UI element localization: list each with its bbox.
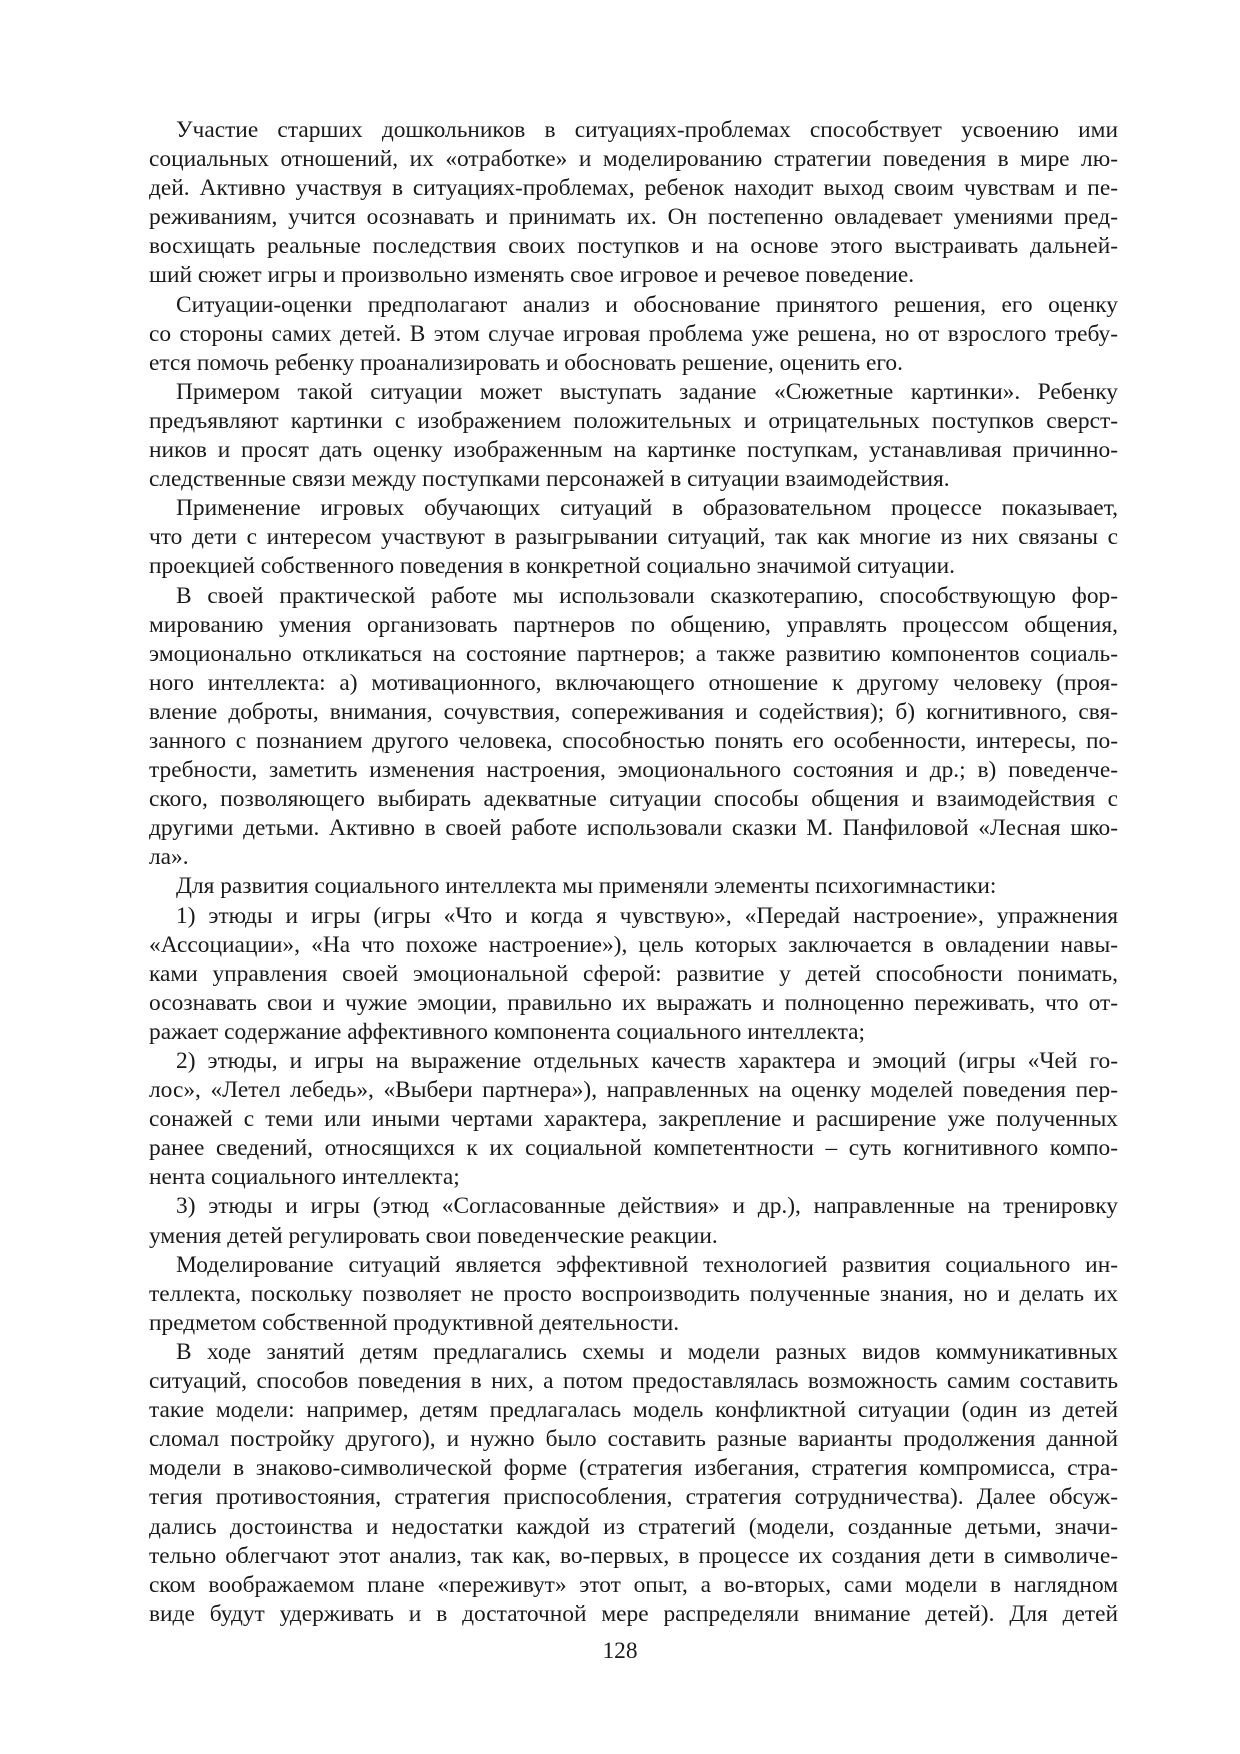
text-line: ников и просят дать оценку изображенным на картинке поступкам, устанавливая причинно- <box>149 437 1118 464</box>
text-line: Применение игровых обучающих ситуаций в образовательном процессе показывает, <box>176 495 1118 522</box>
text-line: Примером такой ситуации может выступать задание «Сюжетные картинки». Ребенку <box>176 378 1118 405</box>
text-line: ется помочь ребенку проанализировать и обосновать решение, оценить его. <box>149 349 903 376</box>
text-line: другими детьми. Активно в своей работе использовали сказки М. Панфиловой «Лесная шко- <box>149 815 1118 842</box>
text-line: ший сюжет игры и произвольно изменять свое игровое и речевое поведение. <box>149 262 915 289</box>
text-line: восхищать реальные последствия своих поступков и на основе этого выстраивать дальней- <box>149 233 1118 260</box>
text-line: В своей практической работе мы использовали сказкотерапию, способствующую фор- <box>176 582 1118 609</box>
text-line: лос», «Летел лебедь», «Выбери партнера»), направленных на оценку моделей поведения пер- <box>149 1077 1118 1104</box>
text-line: модели в знаково-символической форме (стратегия избегания, стратегия компромисса, стра- <box>149 1455 1118 1482</box>
text-line: требности, заметить изменения настроения, эмоционального состояния и др.; в) поведенче- <box>149 757 1118 784</box>
text-line: дались достоинства и недостатки каждой из стратегий (модели, созданные детьми, значи- <box>149 1513 1118 1540</box>
text-line: проекцией собственного поведения в конкретной социально значимой ситуации. <box>149 553 955 580</box>
text-line: реживаниям, учится осознавать и принимать их. Он постепенно овладевает умениями пред- <box>149 204 1118 231</box>
text-line: занного с познанием другого человека, способностью понять его особенности, интересы, по- <box>149 727 1118 754</box>
text-line: Моделирование ситуаций является эффективной технологией развития социального ин- <box>176 1251 1118 1278</box>
text-line: 1) этюды и игры (игры «Что и когда я чувствую», «Передай настроение», упражнения <box>176 902 1118 929</box>
text-line: ранее сведений, относящихся к их социальной компетентности – суть когнитивного компо- <box>149 1135 1118 1162</box>
text-line: ками управления своей эмоциональной сферой: развитие у детей способности понимать, <box>149 960 1118 987</box>
text-line: «Ассоциации», «На что похоже настроение»), цель которых заключается в овладении навы- <box>149 931 1118 958</box>
text-line: такие модели: например, детям предлагалась модель конфликтной ситуации (один из детей <box>149 1397 1118 1424</box>
text-line: мированию умения организовать партнеров по общению, управлять процессом общения, <box>149 611 1118 638</box>
text-line: Для развития социального интеллекта мы применяли элементы психогимнастики: <box>176 873 997 900</box>
body-text <box>149 116 1118 1629</box>
text-line: 2) этюды, и игры на выражение отдельных качеств характера и эмоций (игры «Чей го- <box>176 1048 1118 1074</box>
text-line: следственные связи между поступками персонажей в ситуации взаимодействия. <box>149 466 950 493</box>
text-line: 3) этюды и игры (этюд «Согласованные действия» и др.), направленные на тренировку <box>176 1193 1118 1220</box>
text-line: тельно облегчают этот анализ, так как, во-первых, в процессе их создания дети в символиче- <box>149 1542 1118 1569</box>
text-line: ного интеллекта: а) мотивационного, включающего отношение к другому человеку (проя- <box>149 669 1118 696</box>
text-line: ла». <box>149 844 189 871</box>
text-line: ситуаций, способов поведения в них, а потом предоставлялась возможность самим составить <box>149 1368 1118 1395</box>
text-line: нента социального интеллекта; <box>149 1164 460 1191</box>
text-line: предметом собственной продуктивной деятельности. <box>149 1309 680 1336</box>
text-line: умения детей регулировать свои поведенческие реакции. <box>149 1222 718 1249</box>
text-line: Ситуации-оценки предполагают анализ и обоснование принятого решения, его оценку <box>176 291 1118 318</box>
text-line: предъявляют картинки с изображением положительных и отрицательных поступков сверст- <box>149 407 1118 434</box>
text-line: сломал постройку другого), и нужно было составить разные варианты продолжения данной <box>149 1426 1118 1453</box>
text-line: ском воображаемом плане «переживут» этот опыт, а во-вторых, сами модели в наглядном <box>149 1571 1118 1598</box>
text-line: теллекта, поскольку позволяет не просто воспроизводить полученные знания, но и делать их <box>149 1280 1118 1307</box>
text-line: эмоционально откликаться на состояние партнеров; а также развитию компонентов социаль- <box>149 640 1118 667</box>
text-line: осознавать свои и чужие эмоции, правильно их выражать и полноценно переживать, что от- <box>149 989 1118 1016</box>
text-line: тегия противостояния, стратегия приспособления, стратегия сотрудничества). Далее обсуж- <box>149 1484 1118 1511</box>
text-line: социальных отношений, их «отработке» и моделированию стратегии поведения в мире лю- <box>149 146 1118 173</box>
text-line: со стороны самих детей. В этом случае игровая проблема уже решена, но от взрослого требу- <box>149 320 1118 347</box>
text-line: вление доброты, внимания, сочувствия, сопереживания и содействия); б) когнитивного, свя- <box>149 698 1118 725</box>
page-number: 128 <box>602 1638 638 1664</box>
text-line: дей. Активно участвуя в ситуациях-проблемах, ребенок находит выход своим чувствам и пе- <box>149 175 1118 202</box>
text-line: сонажей с теми или иными чертами характера, закрепление и расширение уже полученных <box>149 1106 1118 1133</box>
text-line: виде будут удерживать и в достаточной мере распределяли внимание детей). Для детей <box>149 1600 1118 1627</box>
text-line: В ходе занятий детям предлагались схемы и модели разных видов коммуникативных <box>176 1338 1118 1365</box>
text-line: Участие старших дошкольников в ситуациях-проблемах способствует усвоению ими <box>176 117 1118 143</box>
text-line: ского, позволяющего выбирать адекватные ситуации способы общения и взаимодействия с <box>149 786 1118 813</box>
text-line: ражает содержание аффективного компонента социального интеллекта; <box>149 1018 866 1045</box>
text-line: что дети с интересом участвуют в разыгрывании ситуаций, так как многие из них связаны с <box>149 524 1118 551</box>
